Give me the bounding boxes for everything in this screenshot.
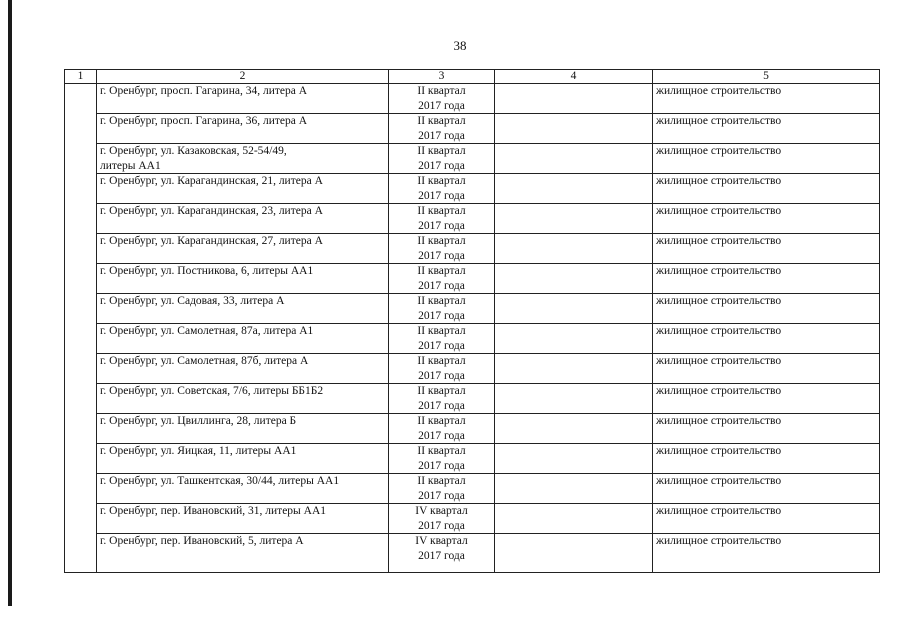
col4-cell xyxy=(495,294,653,324)
quarter-text: II квартал xyxy=(417,145,466,157)
row-number-cell xyxy=(65,144,97,174)
address-cell: г. Оренбург, ул. Советская, 7/6, литеры ББ1Б2 xyxy=(97,384,389,414)
purpose-cell: жилищное строительство xyxy=(653,204,880,234)
col4-cell xyxy=(495,504,653,534)
year-text: 2017 года xyxy=(418,459,465,472)
row-number-cell xyxy=(65,84,97,114)
col4-cell xyxy=(495,234,653,264)
quarter-text: II квартал xyxy=(417,115,466,127)
period-cell xyxy=(389,324,495,354)
table-row xyxy=(65,444,880,474)
table-row xyxy=(65,294,880,324)
purpose-cell: жилищное строительство xyxy=(653,84,880,114)
table-row xyxy=(65,534,880,573)
purpose-cell: жилищное строительство xyxy=(653,444,880,474)
col4-cell xyxy=(495,84,653,114)
period-cell xyxy=(389,504,495,534)
table-row xyxy=(65,264,880,294)
col4-cell xyxy=(495,174,653,204)
year-text: 2017 года xyxy=(418,519,465,532)
address-cell: г. Оренбург, ул. Самолетная, 87а, литера А1 xyxy=(97,324,389,354)
period-cell xyxy=(389,294,495,324)
row-number-cell xyxy=(65,174,97,204)
col4-cell xyxy=(495,444,653,474)
table-header-row xyxy=(65,70,880,84)
table-row xyxy=(65,354,880,384)
row-number-cell xyxy=(65,204,97,234)
address-cell: г. Оренбург, ул. Постникова, 6, литеры АА1 xyxy=(97,264,389,294)
table-row xyxy=(65,234,880,264)
period-cell xyxy=(389,174,495,204)
address-cell: г. Оренбург, ул. Казаковская, 52-54/49, литеры АА1 xyxy=(97,144,389,174)
period-cell xyxy=(389,264,495,294)
period-cell xyxy=(389,384,495,414)
quarter-text: II квартал xyxy=(417,445,466,457)
table-row xyxy=(65,114,880,144)
table-row xyxy=(65,324,880,354)
col4-cell xyxy=(495,144,653,174)
row-number-cell xyxy=(65,234,97,264)
address-cell: г. Оренбург, пер. Ивановский, 31, литеры АА1 xyxy=(97,504,389,534)
period-cell xyxy=(389,144,495,174)
year-text: 2017 года xyxy=(418,219,465,232)
quarter-text: II квартал xyxy=(417,85,466,97)
address-cell: г. Оренбург, ул. Цвиллинга, 28, литера Б xyxy=(97,414,389,444)
address-cell: г. Оренбург, ул. Карагандинская, 23, литера А xyxy=(97,204,389,234)
purpose-cell: жилищное строительство xyxy=(653,264,880,294)
col4-cell xyxy=(495,534,653,573)
purpose-cell: жилищное строительство xyxy=(653,144,880,174)
purpose-cell: жилищное строительство xyxy=(653,474,880,504)
purpose-cell: жилищное строительство xyxy=(653,324,880,354)
address-cell: г. Оренбург, ул. Карагандинская, 21, литера А xyxy=(97,174,389,204)
header-col-4: 4 xyxy=(495,70,653,84)
period-cell xyxy=(389,204,495,234)
year-text: 2017 года xyxy=(418,249,465,262)
quarter-text: II квартал xyxy=(417,265,466,277)
col4-cell xyxy=(495,324,653,354)
row-number-cell xyxy=(65,324,97,354)
purpose-cell: жилищное строительство xyxy=(653,114,880,144)
row-number-cell xyxy=(65,294,97,324)
row-number-cell xyxy=(65,474,97,504)
header-col-2: 2 xyxy=(97,70,389,84)
table-row xyxy=(65,384,880,414)
year-text: 2017 года xyxy=(418,309,465,322)
quarter-text: II квартал xyxy=(417,385,466,397)
purpose-cell: жилищное строительство xyxy=(653,174,880,204)
row-number-cell xyxy=(65,534,97,573)
address-cell: г. Оренбург, ул. Ташкентская, 30/44, литеры АА1 xyxy=(97,474,389,504)
address-cell: г. Оренбург, ул. Садовая, 33, литера А xyxy=(97,294,389,324)
period-cell xyxy=(389,444,495,474)
quarter-text: II квартал xyxy=(417,175,466,187)
period-cell xyxy=(389,234,495,264)
year-text: 2017 года xyxy=(418,399,465,412)
address-cell: г. Оренбург, пер. Ивановский, 5, литера А xyxy=(97,534,389,573)
year-text: 2017 года xyxy=(418,369,465,382)
quarter-text: II квартал xyxy=(417,355,466,367)
col4-cell xyxy=(495,354,653,384)
quarter-text: II квартал xyxy=(417,235,466,247)
row-number-cell xyxy=(65,414,97,444)
col4-cell xyxy=(495,114,653,144)
table-row xyxy=(65,204,880,234)
purpose-cell: жилищное строительство xyxy=(653,234,880,264)
table-row xyxy=(65,414,880,444)
year-text: 2017 года xyxy=(418,429,465,442)
col4-cell xyxy=(495,384,653,414)
purpose-cell: жилищное строительство xyxy=(653,534,880,573)
quarter-text: II квартал xyxy=(417,295,466,307)
row-number-cell xyxy=(65,354,97,384)
year-text: 2017 года xyxy=(418,189,465,202)
quarter-text: II квартал xyxy=(417,205,466,217)
purpose-cell: жилищное строительство xyxy=(653,354,880,384)
period-cell xyxy=(389,534,495,573)
page-edge-bar xyxy=(8,0,12,606)
header-col-3: 3 xyxy=(389,70,495,84)
year-text: 2017 года xyxy=(418,279,465,292)
year-text: 2017 года xyxy=(418,129,465,142)
page-number: 38 xyxy=(453,38,467,53)
table-row xyxy=(65,174,880,204)
quarter-text: II квартал xyxy=(417,325,466,337)
purpose-cell: жилищное строительство xyxy=(653,294,880,324)
year-text: 2017 года xyxy=(418,489,465,502)
quarter-text: II квартал xyxy=(417,475,466,487)
purpose-cell: жилищное строительство xyxy=(653,504,880,534)
period-cell xyxy=(389,474,495,504)
col4-cell xyxy=(495,414,653,444)
year-text: 2017 года xyxy=(418,549,465,562)
period-cell xyxy=(389,84,495,114)
address-cell: г. Оренбург, ул. Карагандинская, 27, литера А xyxy=(97,234,389,264)
col4-cell xyxy=(495,474,653,504)
quarter-text: II квартал xyxy=(417,415,466,427)
row-number-cell xyxy=(65,444,97,474)
table-row xyxy=(65,144,880,174)
table-row xyxy=(65,474,880,504)
address-cell: г. Оренбург, ул. Яицкая, 11, литеры АА1 xyxy=(97,444,389,474)
purpose-cell: жилищное строительство xyxy=(653,414,880,444)
row-number-cell xyxy=(65,504,97,534)
table-row xyxy=(65,504,880,534)
row-number-cell xyxy=(65,264,97,294)
document-table xyxy=(64,69,880,573)
period-cell xyxy=(389,414,495,444)
year-text: 2017 года xyxy=(418,99,465,112)
col4-cell xyxy=(495,264,653,294)
period-cell xyxy=(389,354,495,384)
col4-cell xyxy=(495,204,653,234)
row-number-cell xyxy=(65,384,97,414)
address-cell: г. Оренбург, ул. Самолетная, 87б, литера А xyxy=(97,354,389,384)
year-text: 2017 года xyxy=(418,339,465,352)
year-text: 2017 года xyxy=(418,159,465,172)
quarter-text: IV квартал xyxy=(415,535,468,547)
address-cell: г. Оренбург, просп. Гагарина, 36, литера А xyxy=(97,114,389,144)
purpose-cell: жилищное строительство xyxy=(653,384,880,414)
period-cell xyxy=(389,114,495,144)
table-row xyxy=(65,84,880,114)
header-col-1: 1 xyxy=(65,70,97,84)
header-col-5: 5 xyxy=(653,70,880,84)
address-cell: г. Оренбург, просп. Гагарина, 34, литера А xyxy=(97,84,389,114)
row-number-cell xyxy=(65,114,97,144)
quarter-text: IV квартал xyxy=(415,505,468,517)
